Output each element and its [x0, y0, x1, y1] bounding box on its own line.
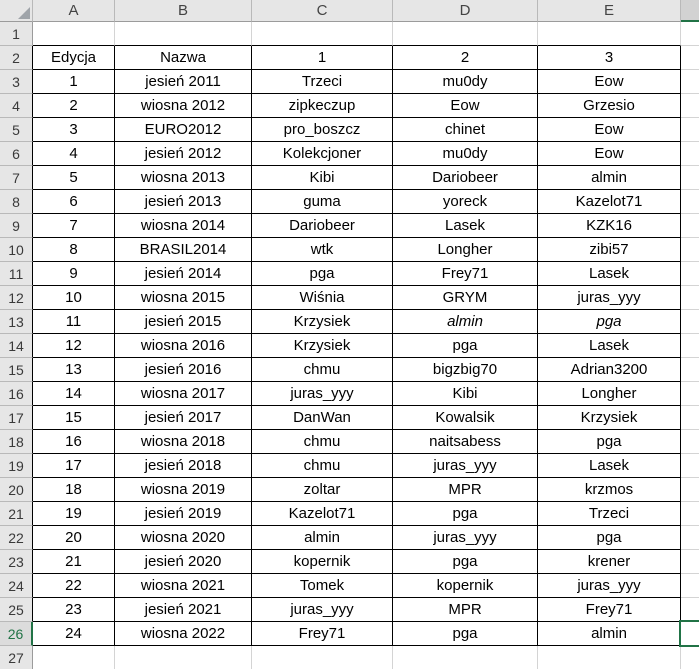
cell-E24[interactable]: juras_yyy: [538, 574, 681, 598]
sheet-row-2: [0, 46, 699, 70]
cell-F24[interactable]: [681, 574, 699, 598]
cell-B18[interactable]: wiosna 2018: [115, 430, 252, 454]
sheet-row-17: [0, 406, 699, 430]
row-header-18[interactable]: 18: [0, 430, 33, 454]
cell-B1[interactable]: [115, 22, 252, 46]
cell-A6[interactable]: 4: [33, 142, 115, 166]
cell-A14[interactable]: 12: [33, 334, 115, 358]
cell-F27[interactable]: [681, 646, 699, 669]
sheet-row-6: [0, 142, 699, 166]
row-header-24[interactable]: 24: [0, 574, 33, 598]
cell-A12[interactable]: 10: [33, 286, 115, 310]
column-header-C[interactable]: C: [252, 0, 393, 22]
cell-B26[interactable]: wiosna 2022: [115, 622, 252, 646]
sheet-row-15: [0, 358, 699, 382]
sheet-row-13: [0, 310, 699, 334]
sheet-row-1: [0, 22, 699, 46]
row-header-14[interactable]: 14: [0, 334, 33, 358]
column-header-A[interactable]: A: [33, 0, 115, 22]
cell-F26[interactable]: [681, 622, 699, 646]
cell-E21[interactable]: Trzeci: [538, 502, 681, 526]
row-header-2[interactable]: 2: [0, 46, 33, 70]
sheet-row-8: [0, 190, 699, 214]
cell-C5[interactable]: pro_boszcz: [252, 118, 393, 142]
sheet-row-27: [0, 646, 699, 669]
cell-D6[interactable]: mu0dy: [393, 142, 538, 166]
cell-F14[interactable]: [681, 334, 699, 358]
cell-F16[interactable]: [681, 382, 699, 406]
cell-E27[interactable]: [538, 646, 681, 669]
cell-E12[interactable]: juras_yyy: [538, 286, 681, 310]
cell-E18[interactable]: pga: [538, 430, 681, 454]
cell-E10[interactable]: zibi57: [538, 238, 681, 262]
cell-D23[interactable]: pga: [393, 550, 538, 574]
cell-F11[interactable]: [681, 262, 699, 286]
cell-A26[interactable]: 24: [33, 622, 115, 646]
row-header-6[interactable]: 6: [0, 142, 33, 166]
cell-C15[interactable]: chmu: [252, 358, 393, 382]
row-header-19[interactable]: 19: [0, 454, 33, 478]
column-header-B[interactable]: B: [115, 0, 252, 22]
cell-D2[interactable]: 2: [393, 46, 538, 70]
cell-D9[interactable]: Lasek: [393, 214, 538, 238]
cell-D1[interactable]: [393, 22, 538, 46]
cell-D24[interactable]: kopernik: [393, 574, 538, 598]
cell-E22[interactable]: pga: [538, 526, 681, 550]
cell-B12[interactable]: wiosna 2015: [115, 286, 252, 310]
sheet-row-10: [0, 238, 699, 262]
select-all-corner[interactable]: [0, 0, 33, 22]
cell-D20[interactable]: MPR: [393, 478, 538, 502]
cell-B27[interactable]: [115, 646, 252, 669]
cell-B19[interactable]: jesień 2018: [115, 454, 252, 478]
cell-D11[interactable]: Frey71: [393, 262, 538, 286]
row-header-10[interactable]: 10: [0, 238, 33, 262]
cell-C27[interactable]: [252, 646, 393, 669]
cell-A25[interactable]: 23: [33, 598, 115, 622]
cell-E14[interactable]: Lasek: [538, 334, 681, 358]
sheet-row-22: [0, 526, 699, 550]
cell-F8[interactable]: [681, 190, 699, 214]
cell-C16[interactable]: juras_yyy: [252, 382, 393, 406]
select-all-triangle-icon: [18, 7, 30, 19]
cell-C22[interactable]: almin: [252, 526, 393, 550]
cell-D7[interactable]: Dariobeer: [393, 166, 538, 190]
cell-E11[interactable]: Lasek: [538, 262, 681, 286]
cell-B24[interactable]: wiosna 2021: [115, 574, 252, 598]
row-header-27[interactable]: 27: [0, 646, 33, 669]
cell-C6[interactable]: Kolekcjoner: [252, 142, 393, 166]
cell-D13[interactable]: almin: [393, 310, 538, 334]
cell-D4[interactable]: Eow: [393, 94, 538, 118]
cell-F9[interactable]: [681, 214, 699, 238]
cell-D3[interactable]: mu0dy: [393, 70, 538, 94]
sheet-row-5: [0, 118, 699, 142]
cell-F12[interactable]: [681, 286, 699, 310]
sheet-row-18: [0, 430, 699, 454]
row-header-7[interactable]: 7: [0, 166, 33, 190]
cell-E8[interactable]: Kazelot71: [538, 190, 681, 214]
cell-C24[interactable]: Tomek: [252, 574, 393, 598]
cell-A10[interactable]: 8: [33, 238, 115, 262]
cell-D26[interactable]: pga: [393, 622, 538, 646]
cell-B22[interactable]: wiosna 2020: [115, 526, 252, 550]
sheet-row-20: [0, 478, 699, 502]
row-header-11[interactable]: 11: [0, 262, 33, 286]
cell-E2[interactable]: 3: [538, 46, 681, 70]
column-header-D[interactable]: D: [393, 0, 538, 22]
grid-body: [0, 22, 699, 669]
cell-D5[interactable]: chinet: [393, 118, 538, 142]
cell-F18[interactable]: [681, 430, 699, 454]
row-header-25[interactable]: 25: [0, 598, 33, 622]
column-header-row: [0, 0, 699, 22]
row-header-12[interactable]: 12: [0, 286, 33, 310]
cell-C8[interactable]: guma: [252, 190, 393, 214]
cell-B17[interactable]: jesień 2017: [115, 406, 252, 430]
cell-E15[interactable]: Adrian3200: [538, 358, 681, 382]
cell-A24[interactable]: 22: [33, 574, 115, 598]
cell-D16[interactable]: Kibi: [393, 382, 538, 406]
sheet-row-24: [0, 574, 699, 598]
cell-A21[interactable]: 19: [33, 502, 115, 526]
cell-C9[interactable]: Dariobeer: [252, 214, 393, 238]
cell-A13[interactable]: 11: [33, 310, 115, 334]
cell-F17[interactable]: [681, 406, 699, 430]
cell-A2[interactable]: Edycja: [33, 46, 115, 70]
cell-A15[interactable]: 13: [33, 358, 115, 382]
cell-F19[interactable]: [681, 454, 699, 478]
cell-A9[interactable]: 7: [33, 214, 115, 238]
sheet-row-16: [0, 382, 699, 406]
cell-B15[interactable]: jesień 2016: [115, 358, 252, 382]
sheet-row-4: [0, 94, 699, 118]
cell-A19[interactable]: 17: [33, 454, 115, 478]
sheet-row-3: [0, 70, 699, 94]
cell-C10[interactable]: wtk: [252, 238, 393, 262]
cell-B11[interactable]: jesień 2014: [115, 262, 252, 286]
sheet-row-9: [0, 214, 699, 238]
sheet-row-21: [0, 502, 699, 526]
cell-E6[interactable]: Eow: [538, 142, 681, 166]
cell-C23[interactable]: kopernik: [252, 550, 393, 574]
row-header-5[interactable]: 5: [0, 118, 33, 142]
cell-B5[interactable]: EURO2012: [115, 118, 252, 142]
row-header-4[interactable]: 4: [0, 94, 33, 118]
cell-B16[interactable]: wiosna 2017: [115, 382, 252, 406]
cell-E17[interactable]: Krzysiek: [538, 406, 681, 430]
cell-A23[interactable]: 21: [33, 550, 115, 574]
cell-C3[interactable]: Trzeci: [252, 70, 393, 94]
sheet-row-25: [0, 598, 699, 622]
column-header-E[interactable]: E: [538, 0, 681, 22]
cell-A7[interactable]: 5: [33, 166, 115, 190]
cell-D18[interactable]: naitsabess: [393, 430, 538, 454]
cell-F15[interactable]: [681, 358, 699, 382]
row-header-20[interactable]: 20: [0, 478, 33, 502]
sheet-row-23: [0, 550, 699, 574]
sheet-row-14: [0, 334, 699, 358]
cell-E23[interactable]: krener: [538, 550, 681, 574]
cell-E5[interactable]: Eow: [538, 118, 681, 142]
cell-B10[interactable]: BRASIL2014: [115, 238, 252, 262]
cell-D8[interactable]: yoreck: [393, 190, 538, 214]
cell-D14[interactable]: pga: [393, 334, 538, 358]
row-header-8[interactable]: 8: [0, 190, 33, 214]
cell-E4[interactable]: Grzesio: [538, 94, 681, 118]
row-header-9[interactable]: 9: [0, 214, 33, 238]
cell-A16[interactable]: 14: [33, 382, 115, 406]
cell-E3[interactable]: Eow: [538, 70, 681, 94]
cell-C2[interactable]: 1: [252, 46, 393, 70]
cell-D19[interactable]: juras_yyy: [393, 454, 538, 478]
row-header-21[interactable]: 21: [0, 502, 33, 526]
cell-F3[interactable]: [681, 70, 699, 94]
cell-C21[interactable]: Kazelot71: [252, 502, 393, 526]
cell-A20[interactable]: 18: [33, 478, 115, 502]
cell-D25[interactable]: MPR: [393, 598, 538, 622]
cell-F13[interactable]: [681, 310, 699, 334]
cell-A5[interactable]: 3: [33, 118, 115, 142]
cell-A3[interactable]: 1: [33, 70, 115, 94]
cell-C20[interactable]: zoltar: [252, 478, 393, 502]
cell-E26[interactable]: almin: [538, 622, 681, 646]
cell-C26[interactable]: Frey71: [252, 622, 393, 646]
cell-F10[interactable]: [681, 238, 699, 262]
cell-A22[interactable]: 20: [33, 526, 115, 550]
sheet-row-12: [0, 286, 699, 310]
cell-F21[interactable]: [681, 502, 699, 526]
cell-B4[interactable]: wiosna 2012: [115, 94, 252, 118]
column-header-F-partial[interactable]: [681, 0, 699, 22]
cell-A18[interactable]: 16: [33, 430, 115, 454]
cell-A17[interactable]: 15: [33, 406, 115, 430]
cell-D17[interactable]: Kowalsik: [393, 406, 538, 430]
row-header-16[interactable]: 16: [0, 382, 33, 406]
cell-C12[interactable]: Wiśnia: [252, 286, 393, 310]
cell-B23[interactable]: jesień 2020: [115, 550, 252, 574]
cell-D10[interactable]: Longher: [393, 238, 538, 262]
cell-E16[interactable]: Longher: [538, 382, 681, 406]
sheet-row-19: [0, 454, 699, 478]
row-header-17[interactable]: 17: [0, 406, 33, 430]
sheet-row-11: [0, 262, 699, 286]
cell-F23[interactable]: [681, 550, 699, 574]
cell-E25[interactable]: Frey71: [538, 598, 681, 622]
cell-F22[interactable]: [681, 526, 699, 550]
cell-C25[interactable]: juras_yyy: [252, 598, 393, 622]
cell-C14[interactable]: Krzysiek: [252, 334, 393, 358]
cell-F25[interactable]: [681, 598, 699, 622]
cell-B7[interactable]: wiosna 2013: [115, 166, 252, 190]
cell-C4[interactable]: zipkeczup: [252, 94, 393, 118]
cell-C13[interactable]: Krzysiek: [252, 310, 393, 334]
cell-C17[interactable]: DanWan: [252, 406, 393, 430]
cell-F2[interactable]: [681, 46, 699, 70]
cell-C11[interactable]: pga: [252, 262, 393, 286]
cell-B20[interactable]: wiosna 2019: [115, 478, 252, 502]
cell-D12[interactable]: GRYM: [393, 286, 538, 310]
row-header-13[interactable]: 13: [0, 310, 33, 334]
cell-E7[interactable]: almin: [538, 166, 681, 190]
cell-F6[interactable]: [681, 142, 699, 166]
cell-D22[interactable]: juras_yyy: [393, 526, 538, 550]
cell-B14[interactable]: wiosna 2016: [115, 334, 252, 358]
cell-E19[interactable]: Lasek: [538, 454, 681, 478]
cell-A1[interactable]: [33, 22, 115, 46]
cell-A4[interactable]: 2: [33, 94, 115, 118]
cell-F5[interactable]: [681, 118, 699, 142]
sheet-row-26: [0, 622, 699, 646]
cell-E20[interactable]: krzmos: [538, 478, 681, 502]
cell-A27[interactable]: [33, 646, 115, 669]
cell-B6[interactable]: jesień 2012: [115, 142, 252, 166]
cell-C18[interactable]: chmu: [252, 430, 393, 454]
cell-E9[interactable]: KZK16: [538, 214, 681, 238]
cell-A8[interactable]: 6: [33, 190, 115, 214]
row-header-15[interactable]: 15: [0, 358, 33, 382]
cell-B2[interactable]: Nazwa: [115, 46, 252, 70]
cell-D27[interactable]: [393, 646, 538, 669]
cell-B13[interactable]: jesień 2015: [115, 310, 252, 334]
row-header-22[interactable]: 22: [0, 526, 33, 550]
cell-C19[interactable]: chmu: [252, 454, 393, 478]
cell-F4[interactable]: [681, 94, 699, 118]
cell-F1[interactable]: [681, 22, 699, 46]
cell-C7[interactable]: Kibi: [252, 166, 393, 190]
cell-D21[interactable]: pga: [393, 502, 538, 526]
row-header-3[interactable]: 3: [0, 70, 33, 94]
cell-B9[interactable]: wiosna 2014: [115, 214, 252, 238]
row-header-1[interactable]: 1: [0, 22, 33, 46]
row-header-26[interactable]: 26: [0, 622, 33, 646]
cell-E1[interactable]: [538, 22, 681, 46]
cell-F20[interactable]: [681, 478, 699, 502]
cell-C1[interactable]: [252, 22, 393, 46]
sheet-row-7: [0, 166, 699, 190]
cell-D15[interactable]: bigzbig70: [393, 358, 538, 382]
cell-F7[interactable]: [681, 166, 699, 190]
cell-B3[interactable]: jesień 2011: [115, 70, 252, 94]
cell-A11[interactable]: 9: [33, 262, 115, 286]
cell-B21[interactable]: jesień 2019: [115, 502, 252, 526]
row-header-23[interactable]: 23: [0, 550, 33, 574]
cell-E13[interactable]: pga: [538, 310, 681, 334]
cell-B8[interactable]: jesień 2013: [115, 190, 252, 214]
cell-B25[interactable]: jesień 2021: [115, 598, 252, 622]
